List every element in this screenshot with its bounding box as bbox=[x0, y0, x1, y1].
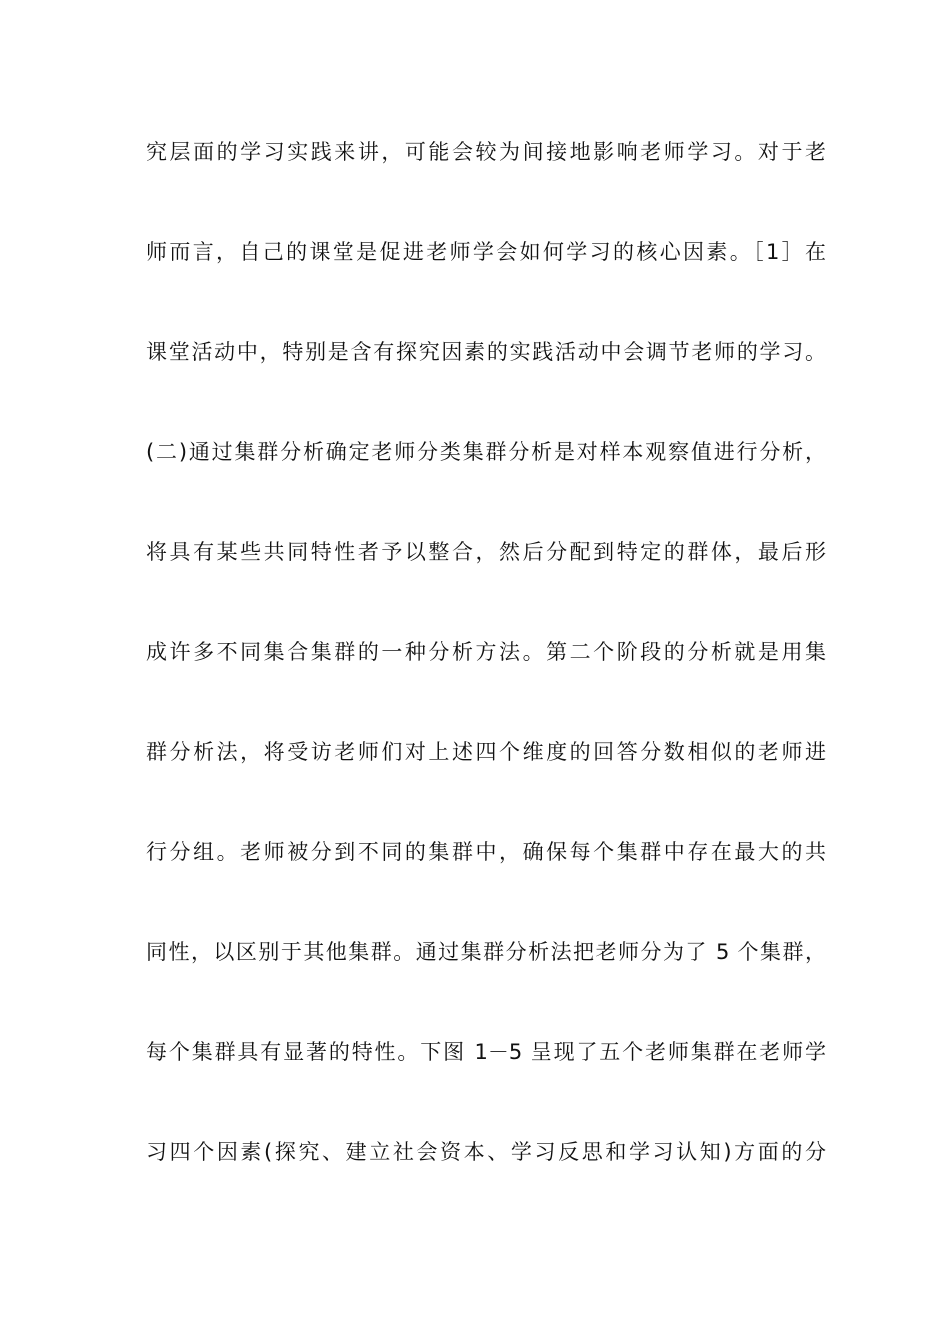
text-line-1: 究层面的学习实践来讲，可能会较为间接地影响老师学习。对于老 bbox=[146, 140, 826, 164]
section-heading-line: (二)通过集群分析确定老师分类集群分析是对样本观察值进行分析， bbox=[146, 440, 826, 464]
text-line-3: 课堂活动中，特别是含有探究因素的实践活动中会调节老师的学习。 bbox=[146, 340, 826, 364]
text-line-7: 群分析法，将受访老师们对上述四个维度的回答分数相似的老师进 bbox=[146, 740, 826, 764]
text-line-5: 将具有某些共同特性者予以整合，然后分配到特定的群体，最后形 bbox=[146, 540, 826, 564]
text-line-9: 同性，以区别于其他集群。通过集群分析法把老师分为了 5 个集群， bbox=[146, 940, 826, 964]
text-line-11: 习四个因素(探究、建立社会资本、学习反思和学习认知)方面的分 bbox=[146, 1140, 826, 1164]
body-text bbox=[146, 132, 826, 1232]
text-line-2: 师而言，自己的课堂是促进老师学会如何学习的核心因素。［1］在 bbox=[146, 240, 826, 264]
text-line-8: 行分组。老师被分到不同的集群中，确保每个集群中存在最大的共 bbox=[146, 840, 826, 864]
text-line-6: 成许多不同集合集群的一种分析方法。第二个阶段的分析就是用集 bbox=[146, 640, 826, 664]
text-line-10: 每个集群具有显著的特性。下图 1－5 呈现了五个老师集群在老师学 bbox=[146, 1040, 826, 1064]
